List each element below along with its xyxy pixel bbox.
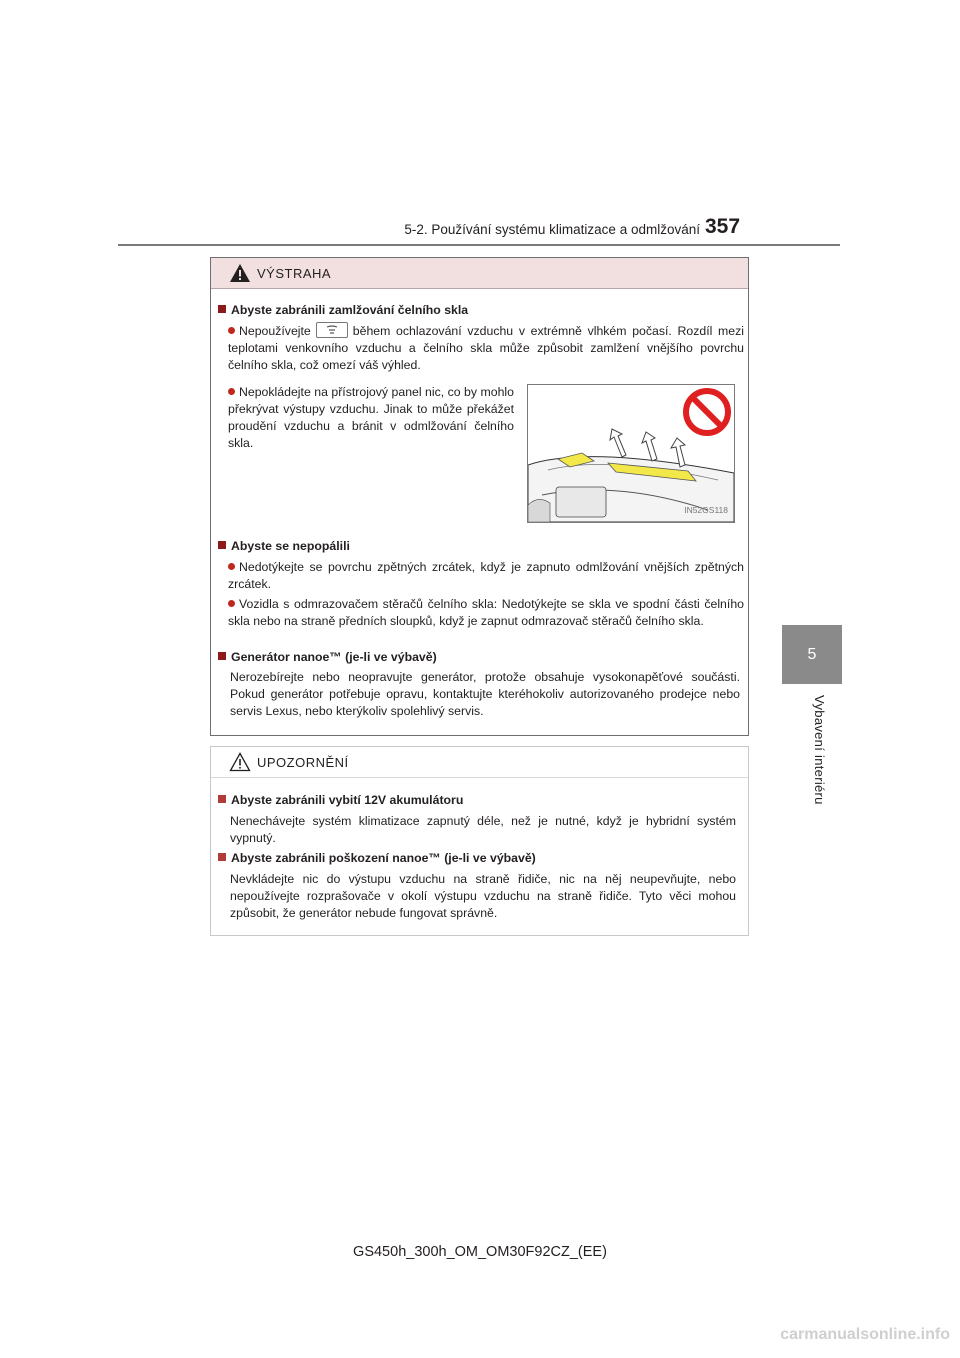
- warning-box: [210, 257, 749, 736]
- warning-nanoe-text: Nerozebírejte nebo neopravujte generátor, protože obsahuje vysokonapěťové součásti. Pokud generátor potřebuje opravu, kontaktujte kteréhokoliv autorizovaného prodejce nebo servis Lexus, nebo kterýkoliv spolehlivý servis.: [230, 670, 740, 718]
- chapter-number: 5: [807, 645, 817, 663]
- heading-marker-icon: [218, 795, 226, 803]
- caution-triangle-icon: [229, 752, 251, 772]
- notice-box: [210, 746, 749, 936]
- heading-marker-icon: [218, 305, 226, 313]
- warning-heading-defog: Abyste zabránili zamlžování čelního skla: [218, 302, 468, 319]
- chapter-label: Vybavení interiéru: [812, 695, 827, 805]
- document-code: GS450h_300h_OM_OM30F92CZ_(EE): [353, 1244, 607, 1260]
- notice-battery-text: Nenechávejte systém klimatizace zapnutý déle, než je nutné, když je hybridní systém vypnutý.: [230, 814, 736, 845]
- bullet-dot-icon: [228, 563, 235, 570]
- warning-triangle-icon: [229, 263, 251, 283]
- bullet-dot-icon: [228, 327, 235, 334]
- warning-heading-burn: Abyste se nepopálili: [218, 538, 350, 555]
- bullet-dot-icon: [228, 388, 235, 395]
- notice-heading-nanoe: Abyste zabránili poškození nanoe™ (je-li ve výbavě): [218, 850, 536, 867]
- windshield-defogger-icon: [316, 322, 348, 338]
- chapter-tab[interactable]: [782, 625, 842, 684]
- notice-title: UPOZORNĚNÍ: [257, 754, 349, 770]
- warning-bullet-mirrors: Nedotýkejte se povrchu zpětných zrcátek, když je zapnuto odmlžování vnějších zpětných zrcátek.: [228, 560, 744, 591]
- heading-marker-icon: [218, 652, 226, 660]
- notice-heading-battery: Abyste zabránili vybití 12V akumulátoru: [218, 792, 463, 809]
- dashboard-illustration: [527, 384, 735, 523]
- bullet-dot-icon: [228, 600, 235, 607]
- warning-bullet-wiper-deicer: Vozidla s odmrazovačem stěračů čelního skla: Nedotýkejte se skla ve spodní části čelního skla nebo na straně předních sloupků, když je zapnut odmrazovač stěračů čelního skla.: [228, 597, 744, 628]
- warning-bullet-dashboard: Nepokládejte na přístrojový panel nic, co by mohlo překrývat výstupy vzduchu. Jinak to může překážet proudění vzduchu a bránit v odmlžování čelního skla.: [228, 385, 514, 450]
- warning-bullet-defogger: Nepoužívejte během ochlazování vzduchu v extrémně vlhkém počasí. Rozdíl mezi teplotami venkovního vzduchu a čelního skla může způsobit zamlžení vnějšího povrchu čelního skla, což omezí váš výhled.: [228, 324, 744, 372]
- watermark: carmanualsonline.info: [780, 1326, 950, 1343]
- heading-marker-icon: [218, 853, 226, 861]
- heading-marker-icon: [218, 541, 226, 549]
- notice-header: [211, 747, 748, 778]
- illustration-code: IN52GS118: [684, 505, 728, 515]
- warning-title: VÝSTRAHA: [257, 265, 332, 281]
- warning-heading-nanoe: Generátor nanoe™ (je-li ve výbavě): [218, 649, 437, 666]
- page-number: 357: [705, 215, 741, 238]
- section-title: 5-2. Používání systému klimatizace a odmlžování: [404, 222, 700, 237]
- notice-nanoe-text: Nevkládejte nic do výstupu vzduchu na straně řidiče, nic na něj neupevňujte, nebo nepoužívejte rozprašovače v okolí výstupu vzduchu na straně řidiče. Tyto věci mohou způsobit, že generátor nebude fungovat správně.: [230, 872, 736, 920]
- warning-header: [211, 258, 748, 289]
- header-divider: [118, 244, 840, 246]
